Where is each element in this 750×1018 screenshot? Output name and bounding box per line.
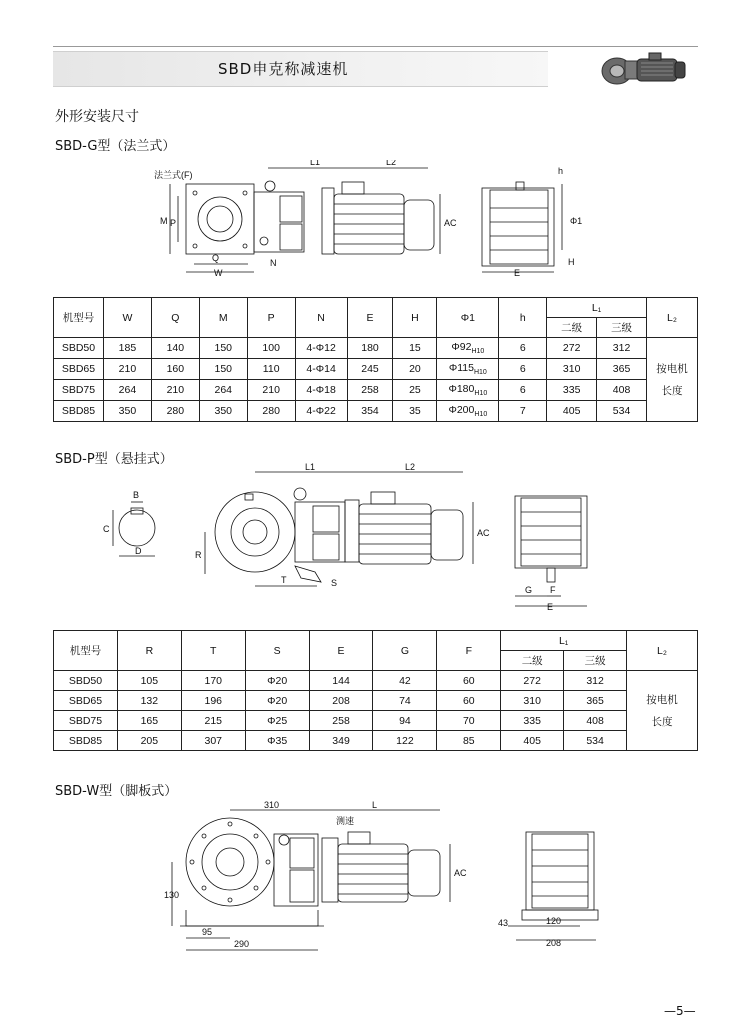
g-label-AC: AC xyxy=(444,218,457,228)
w-type-drawing xyxy=(150,798,610,958)
table-cell: 349 xyxy=(309,731,373,751)
table-cell: 4-Φ12 xyxy=(295,338,347,359)
table-cell: Φ20 xyxy=(245,671,309,691)
table-cell: 365 xyxy=(564,691,627,711)
table-cell: 170 xyxy=(181,671,245,691)
table-cell: 210 xyxy=(247,380,295,401)
table-cell: $\Phi 180_{H10}$ xyxy=(437,380,499,401)
header-title: SBD申克称减速机 xyxy=(218,60,349,78)
table-cell: 35 xyxy=(393,401,437,422)
table-cell: $\Phi 92_{H10}$ xyxy=(437,338,499,359)
table-cell: 350 xyxy=(103,401,151,422)
g-label-N: N xyxy=(270,258,277,268)
table-cell: 312 xyxy=(564,671,627,691)
table-cell: 310 xyxy=(501,691,564,711)
page-number: —5— xyxy=(664,1004,696,1018)
table-cell: 210 xyxy=(103,359,151,380)
w-label-310: 310 xyxy=(264,800,280,810)
table-cell: 4-Φ22 xyxy=(295,401,347,422)
table-cell: 105 xyxy=(117,671,181,691)
p-label-B: B xyxy=(133,490,140,500)
p-th-model: 机型号 xyxy=(54,631,118,671)
table-cell: 264 xyxy=(103,380,151,401)
p-type-drawing xyxy=(95,462,605,612)
p-spec-table xyxy=(53,630,698,751)
table-cell: 6 xyxy=(499,380,547,401)
table-cell: 264 xyxy=(199,380,247,401)
g-th-L1-three: 三级 xyxy=(597,318,647,338)
p-l2-note: 按电机 长度 xyxy=(627,671,698,751)
g-label-flange: 法兰式(F) xyxy=(154,170,193,180)
table-cell: 60 xyxy=(437,671,501,691)
table-cell: 258 xyxy=(309,711,373,731)
p-label-L2: L2 xyxy=(405,462,416,472)
g-section-title: SBD-G型（法兰式） xyxy=(55,139,176,154)
table-cell: SBD85 xyxy=(54,731,118,751)
g-label-Q: Q xyxy=(212,253,220,263)
table-cell: SBD50 xyxy=(54,671,118,691)
p-label-L1: L1 xyxy=(305,462,316,472)
g-l2-note: 按电机 长度 xyxy=(647,338,698,422)
table-cell: 144 xyxy=(309,671,373,691)
w-label-208: 208 xyxy=(546,938,562,948)
table-cell: 405 xyxy=(501,731,564,751)
table-cell: 60 xyxy=(437,691,501,711)
g-th-M: M xyxy=(199,298,247,338)
table-cell: 6 xyxy=(499,359,547,380)
table-cell: 150 xyxy=(199,338,247,359)
p-label-F: F xyxy=(550,585,556,595)
table-cell: SBD85 xyxy=(54,401,104,422)
p-th-L1: L₁ xyxy=(501,631,627,651)
table-cell: 280 xyxy=(247,401,295,422)
p-label-S: S xyxy=(331,578,338,588)
g-label-E: E xyxy=(514,268,521,278)
table-cell: 272 xyxy=(501,671,564,691)
table-cell: Φ25 xyxy=(245,711,309,731)
w-label-120: 120 xyxy=(546,916,562,926)
p-label-E: E xyxy=(547,602,554,612)
p-label-AC: AC xyxy=(477,528,490,538)
w-label-95: 95 xyxy=(202,927,213,937)
table-cell: SBD75 xyxy=(54,380,104,401)
gear-motor-image xyxy=(593,47,698,87)
table-cell: 42 xyxy=(373,671,437,691)
table-cell: 310 xyxy=(547,359,597,380)
p-label-C: C xyxy=(103,524,110,534)
table-cell: 7 xyxy=(499,401,547,422)
table-cell: 185 xyxy=(103,338,151,359)
p-section-title: SBD-P型（悬挂式） xyxy=(55,452,173,467)
table-cell: 408 xyxy=(564,711,627,731)
g-label-W: W xyxy=(214,268,223,278)
table-cell: 150 xyxy=(199,359,247,380)
w-label-130: 130 xyxy=(164,890,180,900)
table-cell: 140 xyxy=(151,338,199,359)
table-cell: 210 xyxy=(151,380,199,401)
p-th-R: R xyxy=(117,631,181,671)
g-type-drawing xyxy=(140,160,600,280)
table-cell: 122 xyxy=(373,731,437,751)
g-label-P: P xyxy=(170,218,177,228)
g-label-L2: L2 xyxy=(386,160,397,167)
g-label-phi1: Φ1 xyxy=(570,216,583,226)
table-cell: 534 xyxy=(564,731,627,751)
table-cell: 405 xyxy=(547,401,597,422)
table-cell: 165 xyxy=(117,711,181,731)
table-cell: 258 xyxy=(347,380,393,401)
table-cell: 350 xyxy=(199,401,247,422)
table-cell: 205 xyxy=(117,731,181,751)
table-cell: 196 xyxy=(181,691,245,711)
table-cell: SBD50 xyxy=(54,338,104,359)
g-th-H: H xyxy=(393,298,437,338)
table-cell: SBD65 xyxy=(54,691,118,711)
g-label-H: H xyxy=(568,257,575,267)
table-cell: 354 xyxy=(347,401,393,422)
w-label-L: L xyxy=(372,800,378,810)
p-th-E: E xyxy=(309,631,373,671)
p-th-S: S xyxy=(245,631,309,671)
p-label-R: R xyxy=(195,550,202,560)
w-label-AC: AC xyxy=(454,868,467,878)
g-th-E: E xyxy=(347,298,393,338)
table-cell: 4-Φ18 xyxy=(295,380,347,401)
g-th-phi1: Φ1 xyxy=(437,298,499,338)
w-section-title: SBD-W型（脚板式） xyxy=(55,784,178,799)
table-cell: 85 xyxy=(437,731,501,751)
g-spec-table xyxy=(53,297,698,422)
g-label-L1: L1 xyxy=(310,160,321,167)
g-label-h: h xyxy=(558,166,564,176)
g-th-W: W xyxy=(103,298,151,338)
table-cell: 15 xyxy=(393,338,437,359)
table-cell: 180 xyxy=(347,338,393,359)
table-cell: $\Phi 200_{H10}$ xyxy=(437,401,499,422)
table-cell: 208 xyxy=(309,691,373,711)
table-cell: Φ35 xyxy=(245,731,309,751)
g-th-L2: L₂ xyxy=(647,298,698,338)
table-cell: 245 xyxy=(347,359,393,380)
w-label-speed: 测速 xyxy=(336,816,355,826)
table-cell: 4-Φ14 xyxy=(295,359,347,380)
table-cell: 6 xyxy=(499,338,547,359)
table-cell: SBD75 xyxy=(54,711,118,731)
table-cell: 408 xyxy=(597,380,647,401)
g-th-model: 机型号 xyxy=(54,298,104,338)
g-th-L1: L₁ xyxy=(547,298,647,318)
g-th-P: P xyxy=(247,298,295,338)
w-label-290: 290 xyxy=(234,939,250,949)
table-cell: 335 xyxy=(547,380,597,401)
p-th-F: F xyxy=(437,631,501,671)
g-th-h: h xyxy=(499,298,547,338)
p-label-D: D xyxy=(135,546,142,556)
p-label-G: G xyxy=(525,585,533,595)
p-label-T: T xyxy=(281,575,287,585)
p-th-L1-three: 三级 xyxy=(564,651,627,671)
table-cell: 110 xyxy=(247,359,295,380)
table-cell: $\Phi 115_{H10}$ xyxy=(437,359,499,380)
w-label-43: 43 xyxy=(498,918,509,928)
p-th-G: G xyxy=(373,631,437,671)
g-label-M: M xyxy=(160,216,168,226)
table-cell: 280 xyxy=(151,401,199,422)
section-heading: 外形安装尺寸 xyxy=(55,109,139,125)
table-cell: 70 xyxy=(437,711,501,731)
table-cell: 307 xyxy=(181,731,245,751)
table-cell: 365 xyxy=(597,359,647,380)
p-th-L1-two: 二级 xyxy=(501,651,564,671)
table-cell: 20 xyxy=(393,359,437,380)
table-cell: 74 xyxy=(373,691,437,711)
g-th-Q: Q xyxy=(151,298,199,338)
table-cell: 100 xyxy=(247,338,295,359)
table-cell: 25 xyxy=(393,380,437,401)
table-cell: Φ20 xyxy=(245,691,309,711)
table-cell: SBD65 xyxy=(54,359,104,380)
table-cell: 534 xyxy=(597,401,647,422)
table-cell: 160 xyxy=(151,359,199,380)
table-cell: 132 xyxy=(117,691,181,711)
table-cell: 94 xyxy=(373,711,437,731)
table-cell: 215 xyxy=(181,711,245,731)
table-cell: 312 xyxy=(597,338,647,359)
p-th-L2: L₂ xyxy=(627,631,698,671)
g-th-L1-two: 二级 xyxy=(547,318,597,338)
p-th-T: T xyxy=(181,631,245,671)
table-cell: 272 xyxy=(547,338,597,359)
table-cell: 335 xyxy=(501,711,564,731)
page-header xyxy=(53,46,698,90)
g-th-N: N xyxy=(295,298,347,338)
